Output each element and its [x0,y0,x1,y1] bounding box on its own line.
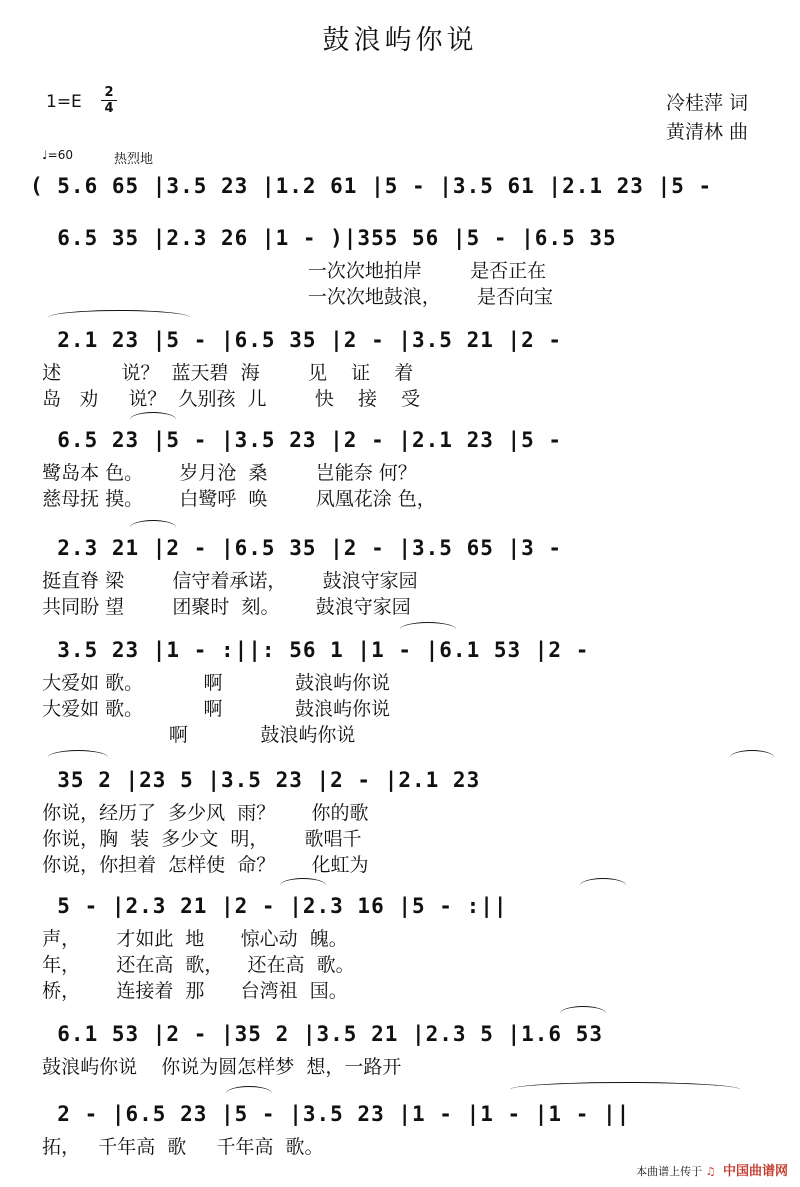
lyric-line-2: 慈母抚 摸。 白鹭呼 唤 凤凰花涂 色， [30,488,436,510]
lyric-line-1: 拓， 千年高 歌 千年高 歌。 [30,1136,324,1158]
key-signature: 1=E [46,92,82,112]
upload-text: 本曲谱上传于 [636,1165,703,1178]
lyric-line-2: 岛 劝 说？ 久别孩 儿 快 接 受 [30,388,421,410]
lyric-line-3: 啊 鼓浪屿你说 [30,724,356,746]
composer-credit: 黄清林 曲 [665,121,748,143]
notation-line: ( 5.6 65 |3.5 23 |1.2 61 |5 - |3.5 61 |2.1 23 |5 - [30,174,713,198]
lyric-line-3: 桥， 连接着 那 台湾祖 国。 [30,980,348,1002]
lyric-line-1: 大爱如 歌。 啊 鼓浪屿你说 [30,672,390,694]
notation-line: 6.1 53 |2 - |35 2 |3.5 21 |2.3 5 |1.6 53 [30,1022,604,1046]
footer-credit [636,1160,788,1179]
lyric-line-2: 大爱如 歌。 啊 鼓浪屿你说 [30,698,390,720]
notation-line: 2 - |6.5 23 |5 - |3.5 23 |1 - |1 - |1 - || [30,1102,631,1126]
lyric-line-1: 述 说？ 蓝天碧 海 见 证 着 [30,362,414,384]
lyric-line-1: 一次次地拍岸 是否正在 [30,260,547,282]
notation-line: 6.5 35 |2.3 26 |1 - )|355 56 |5 - |6.5 35 [30,226,617,250]
notation-line: 2.1 23 |5 - |6.5 35 |2 - |3.5 21 |2 - [30,328,563,352]
lyric-line-1: 鹭岛本 色。 岁月沧 桑 岂能奈 何？ [30,462,417,484]
lyric-line-3: 你说，你担着 怎样使 命？ 化虹为 [30,854,369,876]
notation-line: 35 2 |23 5 |3.5 23 |2 - |2.1 23 [30,768,481,792]
lyric-line-1: 挺直脊 梁 信守着承诺， 鼓浪守家园 [30,570,418,592]
notation-line: 2.3 21 |2 - |6.5 35 |2 - |3.5 65 |3 - [30,536,563,560]
notation-line: 6.5 23 |5 - |3.5 23 |2 - |2.1 23 |5 - [30,428,563,452]
time-signature [101,86,117,115]
expression-marking: 热烈地 [114,152,154,167]
lyric-line-2: 共同盼 望 团聚时 刻。 鼓浪守家园 [30,596,411,618]
lyricist-credit: 冷桂萍 词 [665,92,748,114]
lyric-line-2: 你说，胸 装 多少文 明， 歌唱千 [30,828,362,850]
meter-bottom: 4 [104,101,114,116]
lyric-line-1: 鼓浪屿你说 你说为圆怎样梦 想，一路开 [30,1056,402,1078]
notation-line: 5 - |2.3 21 |2 - |2.3 16 |5 - :|| [30,894,508,918]
lyric-line-1: 你说，经历了 多少风 雨？ 你的歌 [30,802,369,824]
notation-line: 3.5 23 |1 - :||: 56 1 |1 - |6.1 53 |2 - [30,638,590,662]
song-title: 鼓浪屿你说 [322,25,478,56]
tempo-marking: ♩=60 [42,148,73,162]
lyric-line-1: 声， 才如此 地 惊心动 魄。 [30,928,348,950]
lyric-line-2: 年， 还在高 歌， 还在高 歌。 [30,954,355,976]
lyric-line-2: 一次次地鼓浪， 是否向宝 [30,286,554,308]
brand-logo-icon: ♫ [705,1165,716,1178]
meter-top: 2 [104,85,114,100]
brand-link[interactable]: 中国曲谱网 [722,1164,788,1179]
